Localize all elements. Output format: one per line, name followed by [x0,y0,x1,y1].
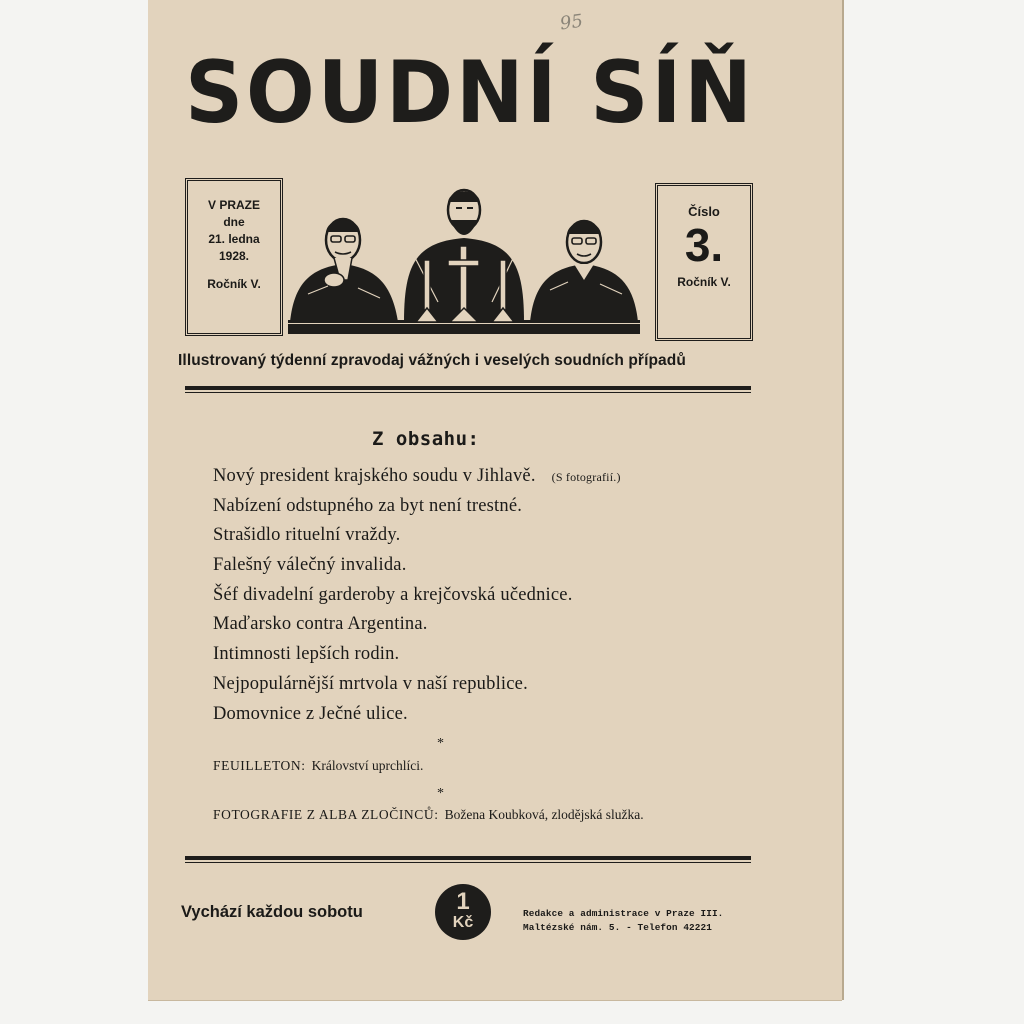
issue-box [655,183,753,341]
feuilleton-title: Království uprchlíci. [311,758,424,773]
contents-item-note: (S fotografií.) [551,470,621,484]
contents-item: Nabízení odstupného za byt není trestné. [213,495,523,516]
bottom-divider-rule [185,856,751,863]
contents-list [213,462,621,729]
editorial-address [523,907,723,935]
separator-asterisk: * [437,786,444,801]
publication-schedule: Vychází každou sobotu [181,903,363,921]
right-judge-figure [530,221,638,322]
top-divider-rule [185,386,751,393]
photo-album-label: FOTOGRAFIE Z ALBA ZLOČINCŮ: [213,807,439,822]
photo-album-title: Božena Koubková, zlodějská služka. [444,807,644,822]
magazine-subtitle: Illustrovaný týdenní zpravodaj vážných i veselých soudních případů [178,352,686,369]
contents-item: Šéf divadelní garderoby a krejčovská učednice. [213,584,573,605]
date-box-volume: Ročník V. [207,277,261,291]
date-box [185,178,283,336]
contents-item: Nový president krajského soudu v Jihlavě. (S fotografií.) [213,466,621,486]
price-badge [435,884,491,940]
price-currency: Kč [452,914,474,931]
date-box-city: V PRAZE [207,198,260,212]
court-illustration [288,184,640,334]
contents-heading: Z obsahu: [372,428,480,450]
issue-number: 3. [684,219,724,271]
contents-item: Nejpopulárnější mrtvola v naší republice. [213,673,528,694]
date-box-dne: dne [223,215,245,229]
address-line-2: Maltézské nám. 5. - Telefon 42221 [523,922,712,933]
price-amount: 1 [456,888,470,915]
issue-label: Číslo [688,204,720,219]
date-box-day: 21. ledna [208,232,260,246]
paper-edge [842,0,844,1000]
date-box-year: 1928. [218,249,250,263]
contents-item: Falešný válečný invalida. [213,555,407,576]
masthead-title: SOUDNÍ SÍŇ [185,43,755,143]
left-judge-figure [290,219,398,322]
contents-item: Intimnosti lepších rodin. [213,644,400,665]
contents-item: Maďarsko contra Argentina. [213,614,428,635]
pencil-mark: 95 [558,10,585,35]
contents-item: Strašidlo rituelní vraždy. [213,525,401,546]
photo-album-line [213,807,644,823]
feuilleton-line [213,758,423,774]
contents-item: Domovnice z Ječné ulice. [213,703,408,724]
address-line-1: Redakce a administrace v Praze III. [523,908,724,919]
separator-asterisk: * [437,736,444,751]
issue-volume: Ročník V. [677,275,731,289]
feuilleton-label: FEUILLETON: [213,758,306,773]
